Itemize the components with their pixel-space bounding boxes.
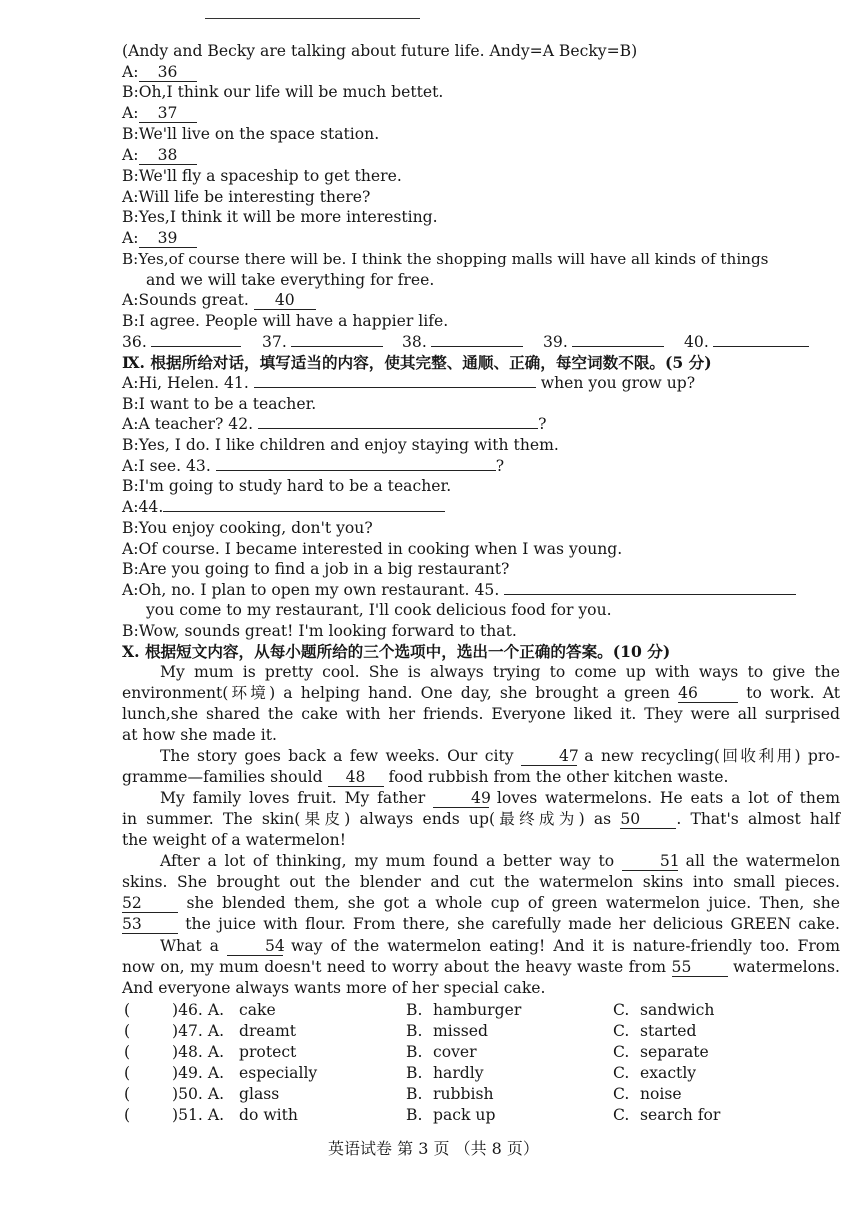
dialogue-line: and we will take everything for free.	[146, 271, 435, 289]
section-9-title: Ⅸ. 根据所给对话，填写适当的内容，使其完整、通顺、正确，每空词数不限。(5 分)	[122, 353, 712, 372]
answer-paren[interactable]: (	[124, 1022, 131, 1040]
blank-53[interactable]: 53	[122, 915, 178, 934]
blank-52[interactable]: 52	[122, 894, 178, 913]
section-9-line: B:I want to be a teacher.	[122, 395, 317, 413]
blank-44[interactable]	[163, 497, 445, 512]
blank-47[interactable]: 47	[521, 747, 577, 766]
option-a[interactable]: especially	[239, 1064, 318, 1082]
option-b[interactable]: rubbish	[433, 1085, 494, 1103]
answer-paren[interactable]: (	[124, 1085, 131, 1103]
blank-55[interactable]: 55	[672, 958, 728, 977]
passage-paragraph-1: My mum is pretty cool. She is always trying to come up with ways to give the environment(环境) a helping hand. One day, she brought a green 46 to work. At lunch,she shared the cake with her friends. Everyone liked it. They were all surprised at how she made it.	[122, 663, 841, 744]
option-a[interactable]: dreamt	[239, 1022, 297, 1040]
section-9-line: A:Oh, no. I plan to open my own restaurant. 45.	[122, 580, 796, 601]
blank-38[interactable]: 38	[139, 146, 197, 165]
blank-50[interactable]: 50	[620, 810, 676, 829]
option-b[interactable]: hardly	[433, 1064, 484, 1082]
blank-41[interactable]	[254, 373, 536, 388]
passage-paragraph-2: The story goes back a few weeks. Our city 47 a new recycling(回收利用) pro- gramme—families should 48 food rubbish from the other kitchen waste.	[122, 747, 841, 786]
blank-54[interactable]: 54	[227, 937, 283, 956]
option-b[interactable]: hamburger	[433, 1001, 522, 1019]
option-a[interactable]: do with	[239, 1106, 298, 1124]
answer-39[interactable]: 39.	[543, 332, 664, 353]
blank-46[interactable]: 46	[678, 684, 738, 703]
section-9-line: you come to my restaurant, I'll cook delicious food for you.	[146, 601, 612, 619]
option-c[interactable]: sandwich	[640, 1001, 715, 1019]
dialogue-line: A: 39	[122, 228, 197, 249]
dialogue-intro: (Andy and Becky are talking about future life. Andy=A Becky=B)	[122, 42, 638, 60]
passage-paragraph-5: What a 54 way of the watermelon eating! And it is nature-friendly too. From now on, my mum doesn't need to worry about the heavy waste from 55 watermelons. And everyone always wants more of her special cake.	[122, 937, 840, 997]
dialogue-line: B:I agree. People will have a happier life.	[122, 312, 449, 330]
dialogue-line: B:We'll fly a spaceship to get there.	[122, 167, 402, 185]
blank-43[interactable]	[216, 456, 496, 471]
section-9-line: B:I'm going to study hard to be a teacher.	[122, 477, 452, 495]
option-b[interactable]: missed	[433, 1022, 488, 1040]
exam-page: (Andy and Becky are talking about future life. Andy=A Becky=B) A: 36 B:Oh,I think our life will be much bettet. A: 37 B:We'll live on the space station. A: 38 B:We'll fly a spaceship to get there. A:Will life be interesting there? B:Yes,I think it will be more interesting. A: 39 B:Yes,of course there will be. I think the shopping malls will have all kinds of things and we will take everything for free. A:Sounds great. 40 B:I agree. People will have a happier life. 36. 37. 38. 39. 40. Ⅸ. 根据所给对话，填写适当的内容，使其完整、通顺、正确，每空词数不限。(5 分) A:Hi, Helen. 41. when you grow up? B:I want to be a teacher. A:A teacher? 42. ? B:Yes, I do. I like children and enjoy staying with them. A:I see. 43. ? B:I'm going to study hard to be a teacher. A:44. B:You enjoy cooking, don't you? A:Of course. I became interested in cooking when I was young. B:Are you going to find a job in a big restaurant? A:Oh, no. I plan to open my own restaurant. 45. you come to my restaurant, I'll cook delicious food for you. B:Wow, sounds great! I'm looking forward to that. Ⅹ. 根据短文内容，从每小题所给的三个选项中，选出一个正确的答案。(10 分) My mum is pretty cool. She is always trying to come up with ways to give the environment(环境) a helping hand. One day, she brought a green 46 to work. At lunch,she shared the cake with her friends. Everyone liked it. They were all surprised at how she made it. The story goes back a few weeks. Our city 47 a new recycling(回收利用) pro- gramme—families should 48 food rubbish from the other kitchen waste. My family loves fruit. My father 49 loves watermelons. He eats a lot of them in summer. The skin(果皮) always ends up(最终成为) as 50 . That's almost half the weight of a watermelon! After a lot of thinking, my mum found a better way to 51 all the watermelon skins. She brought out the blender and cut the watermelon skins into small pieces. 52 she blended them, she got a whole cup of green watermelon juice. Then, she 53 the juice with flour. From there, she carefully made her delicious GREEN cake. What a 54 way of the watermelon eating! And it is nature-friendly too. From now on, my mum doesn't need to worry about the heavy waste from 55 watermelons. And everyone always wants more of her special cake. ( )46. A. cake B. hamburger C. sandwich ( )47. A. dreamt B. missed C. started ( )48. A. protect B. cover C. separate ( )49. A. especially B. hardly C. exactly ( )50. A. glass B. rubbish C. noise ( )51. A. do with B. pack up C. search for 英语试卷 第 3 页 （共 8 页）	[0, 0, 867, 1226]
dialogue-line: A:Sounds great. 40	[122, 290, 316, 311]
dialogue-line: B:Yes,I think it will be more interesting.	[122, 208, 438, 226]
blank-51[interactable]: 51	[622, 852, 678, 871]
option-b[interactable]: cover	[433, 1043, 477, 1061]
section-9-line: B:Are you going to find a job in a big restaurant?	[122, 560, 510, 578]
blank-49[interactable]: 49	[433, 789, 489, 808]
answer-paren[interactable]: (	[124, 1001, 131, 1019]
option-c[interactable]: exactly	[640, 1064, 697, 1082]
dialogue-line: A: 38	[122, 145, 197, 166]
blank-39[interactable]: 39	[139, 229, 197, 248]
blank-40[interactable]: 40	[254, 291, 316, 310]
blank-36[interactable]: 36	[139, 63, 197, 82]
dialogue-line: A:Will life be interesting there?	[122, 188, 371, 206]
section-9-line: A:Of course. I became interested in cooking when I was young.	[122, 540, 623, 558]
answer-36[interactable]: 36.	[122, 332, 241, 353]
blank-37[interactable]: 37	[139, 104, 197, 123]
option-b[interactable]: pack up	[433, 1106, 496, 1124]
blank-48[interactable]: 48	[328, 768, 384, 787]
option-a[interactable]: protect	[239, 1043, 297, 1061]
answer-paren[interactable]: (	[124, 1106, 131, 1124]
answer-38[interactable]: 38.	[402, 332, 523, 353]
section-9-line: A:I see. 43. ?	[122, 457, 505, 475]
option-a[interactable]: glass	[239, 1085, 280, 1103]
dialogue-line: A: 37	[122, 103, 197, 124]
option-c[interactable]: noise	[640, 1085, 682, 1103]
option-c[interactable]: search for	[640, 1106, 721, 1124]
section-10-title: Ⅹ. 根据短文内容，从每小题所给的三个选项中，选出一个正确的答案。(10 分)	[122, 642, 671, 661]
answer-paren[interactable]: (	[124, 1064, 131, 1082]
option-a[interactable]: cake	[239, 1001, 276, 1019]
section-9-line: B:You enjoy cooking, don't you?	[122, 519, 373, 537]
dialogue-line: B:Oh,I think our life will be much bettet.	[122, 83, 444, 101]
section-9-line: A:Hi, Helen. 41. when you grow up?	[122, 374, 696, 392]
passage-paragraph-4: After a lot of thinking, my mum found a better way to 51 all the watermelon skins. She brought out the blender and cut the watermelon skins into small pieces. 52 she blended them, she got a whole cup of green watermelon juice. Then, she 53 the juice with flour. From there, she carefully made her delicious GREEN cake.	[122, 852, 840, 933]
dialogue-line: A: 36	[122, 62, 197, 83]
section-9-line: A:A teacher? 42. ?	[122, 415, 547, 433]
answer-40[interactable]: 40.	[684, 332, 809, 353]
blank-45[interactable]	[504, 580, 796, 595]
dialogue-line: B:We'll live on the space station.	[122, 125, 380, 143]
section-9-line: B:Yes, I do. I like children and enjoy staying with them.	[122, 436, 559, 454]
answer-paren[interactable]: (	[124, 1043, 131, 1061]
dialogue-line: B:Yes,of course there will be. I think the shopping malls will have all kinds of things	[122, 250, 769, 268]
section-9-line: A:44.	[122, 497, 445, 518]
option-c[interactable]: started	[640, 1022, 697, 1040]
option-c[interactable]: separate	[640, 1043, 709, 1061]
passage-paragraph-3: My family loves fruit. My father 49 loves watermelons. He eats a lot of them in summer. The skin(果皮) always ends up(最终成为) as 50 . That's almost half the weight of a watermelon!	[122, 789, 840, 849]
answer-37[interactable]: 37.	[262, 332, 383, 353]
section-9-line: B:Wow, sounds great! I'm looking forward to that.	[122, 622, 517, 640]
blank-42[interactable]	[258, 414, 538, 429]
page-footer: 英语试卷 第 3 页 （共 8 页）	[328, 1139, 539, 1158]
top-rule	[205, 18, 420, 19]
